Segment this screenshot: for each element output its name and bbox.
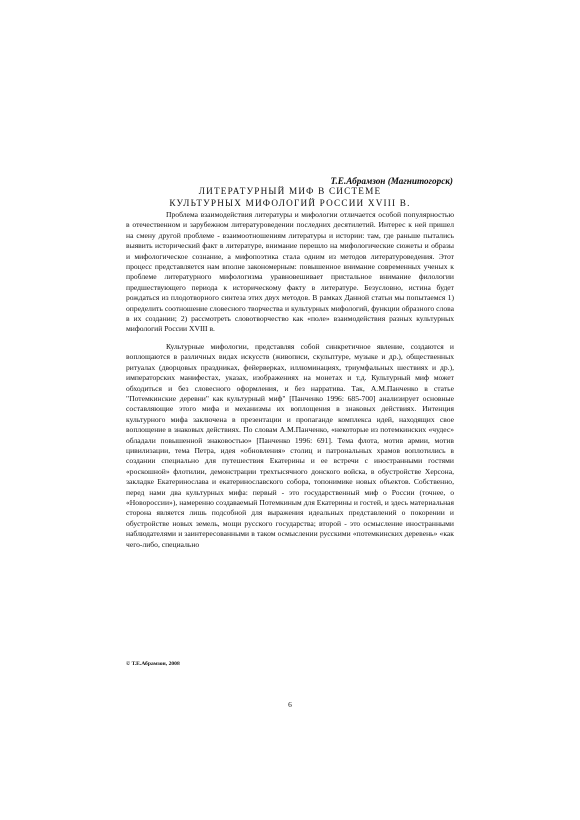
paragraph-cultural-myths: Культурные мифологии, представляя собой синкретичное явление, создаются и воплощаются в различных видах искусств (живописи, скульптуре, музыке и др.), общественных ритуалах (дворцовых праздниках, фейерверках, иллюминациях, триумфальных шествиях и др.), императорских манифестах, указах, изображениях на монетах и т.д. Культурный миф может обходиться и без словесного оформления, и без нарратива. Так, А.М.Панченко в статье "Потемкинские деревни" как культурный миф" [Панченко 1996: 685-700] анализирует основные составляющие этого мифа и механизмы их воплощения в знаковых действиях. Интенция культурного мифа заключена в презентации и пропаганде комплекса идей, находящих свое воплощение в знаковых действиях. По словам А.М.Панченко, «некоторые из потемкинских «чудес» обладали повышенной знаковостью» [Панченко 1996: 691]. Тема флота, мотив армии, мотив цивилизации, тема Петра, идея «обновления» столиц и патрональных храмов воплотились в создании специально для путешествия Екатерины и ее встречи с иностранными гостями «роскошной» флотилии, демонстрации трехтысячного донского войска, в обустройстве Херсона, закладке Екатеринослава и екатеринославского собора, топонимике новых объектов. Собственно, перед нами два культурных мифа: первый - это государственный миф о России (точнее, о «Новороссии»), намеренно создаваемый Потемкиным для Екатерины и гостей, и здесь материальная сторона является лишь подсобной для выражения идеальных представлений о покорении и обустройстве новых земель, мощи русского государства; второй - это осмысление иностранными наблюдателями и заинтересованными в таком осмыслении русскими «потемкинских деревень» «как чего-либо, специально xyxy=(126,341,454,549)
paragraph-intro: Проблема взаимодействия литературы и мифологии отличается особой популярностью в отечественном и зарубежном литературоведении последних десятилетий. Интерес к ней пришел на смену другой проблеме - взаимоотношениям литературы и истории: там, где раньше пытались выявить исторический факт в литературе, внимание перешло на мифологические сюжеты и образы и мифологическое сознание, а мифопоэтика стала одним из методов литературоведения. Этот процесс представляется нам вполне закономерным: повышенное внимание современных ученых к проблеме литературного мифологизма уравновешивает пристальное внимание филологии предшествующего периода к историческому факту в литературе. Безусловно, истина будет рождаться из плодотворного синтеза этих двух методов. В рамках Данной статьи мы попытаемся 1) определить соотношение словесного творчества и культурных мифологий, функции образного слова в их создании; 2) рассмотреть словотворчество как «поле» взаимодействия разных культурных мифологий России XVIII в. xyxy=(126,210,454,334)
page-number: 6 xyxy=(288,700,292,709)
article-body xyxy=(126,210,454,550)
copyright-footnote: © Т.Е.Абрамзон, 2008 xyxy=(126,661,180,667)
article-title-line-2: КУЛЬТУРНЫХ МИФОЛОГИЙ РОССИИ XVIII В. xyxy=(169,198,411,208)
author-line: Т.Е.Абрамзон (Магнитогорск) xyxy=(330,176,453,186)
article-title-line-1: ЛИТЕРАТУРНЫЙ МИФ В СИСТЕМЕ xyxy=(198,186,382,196)
